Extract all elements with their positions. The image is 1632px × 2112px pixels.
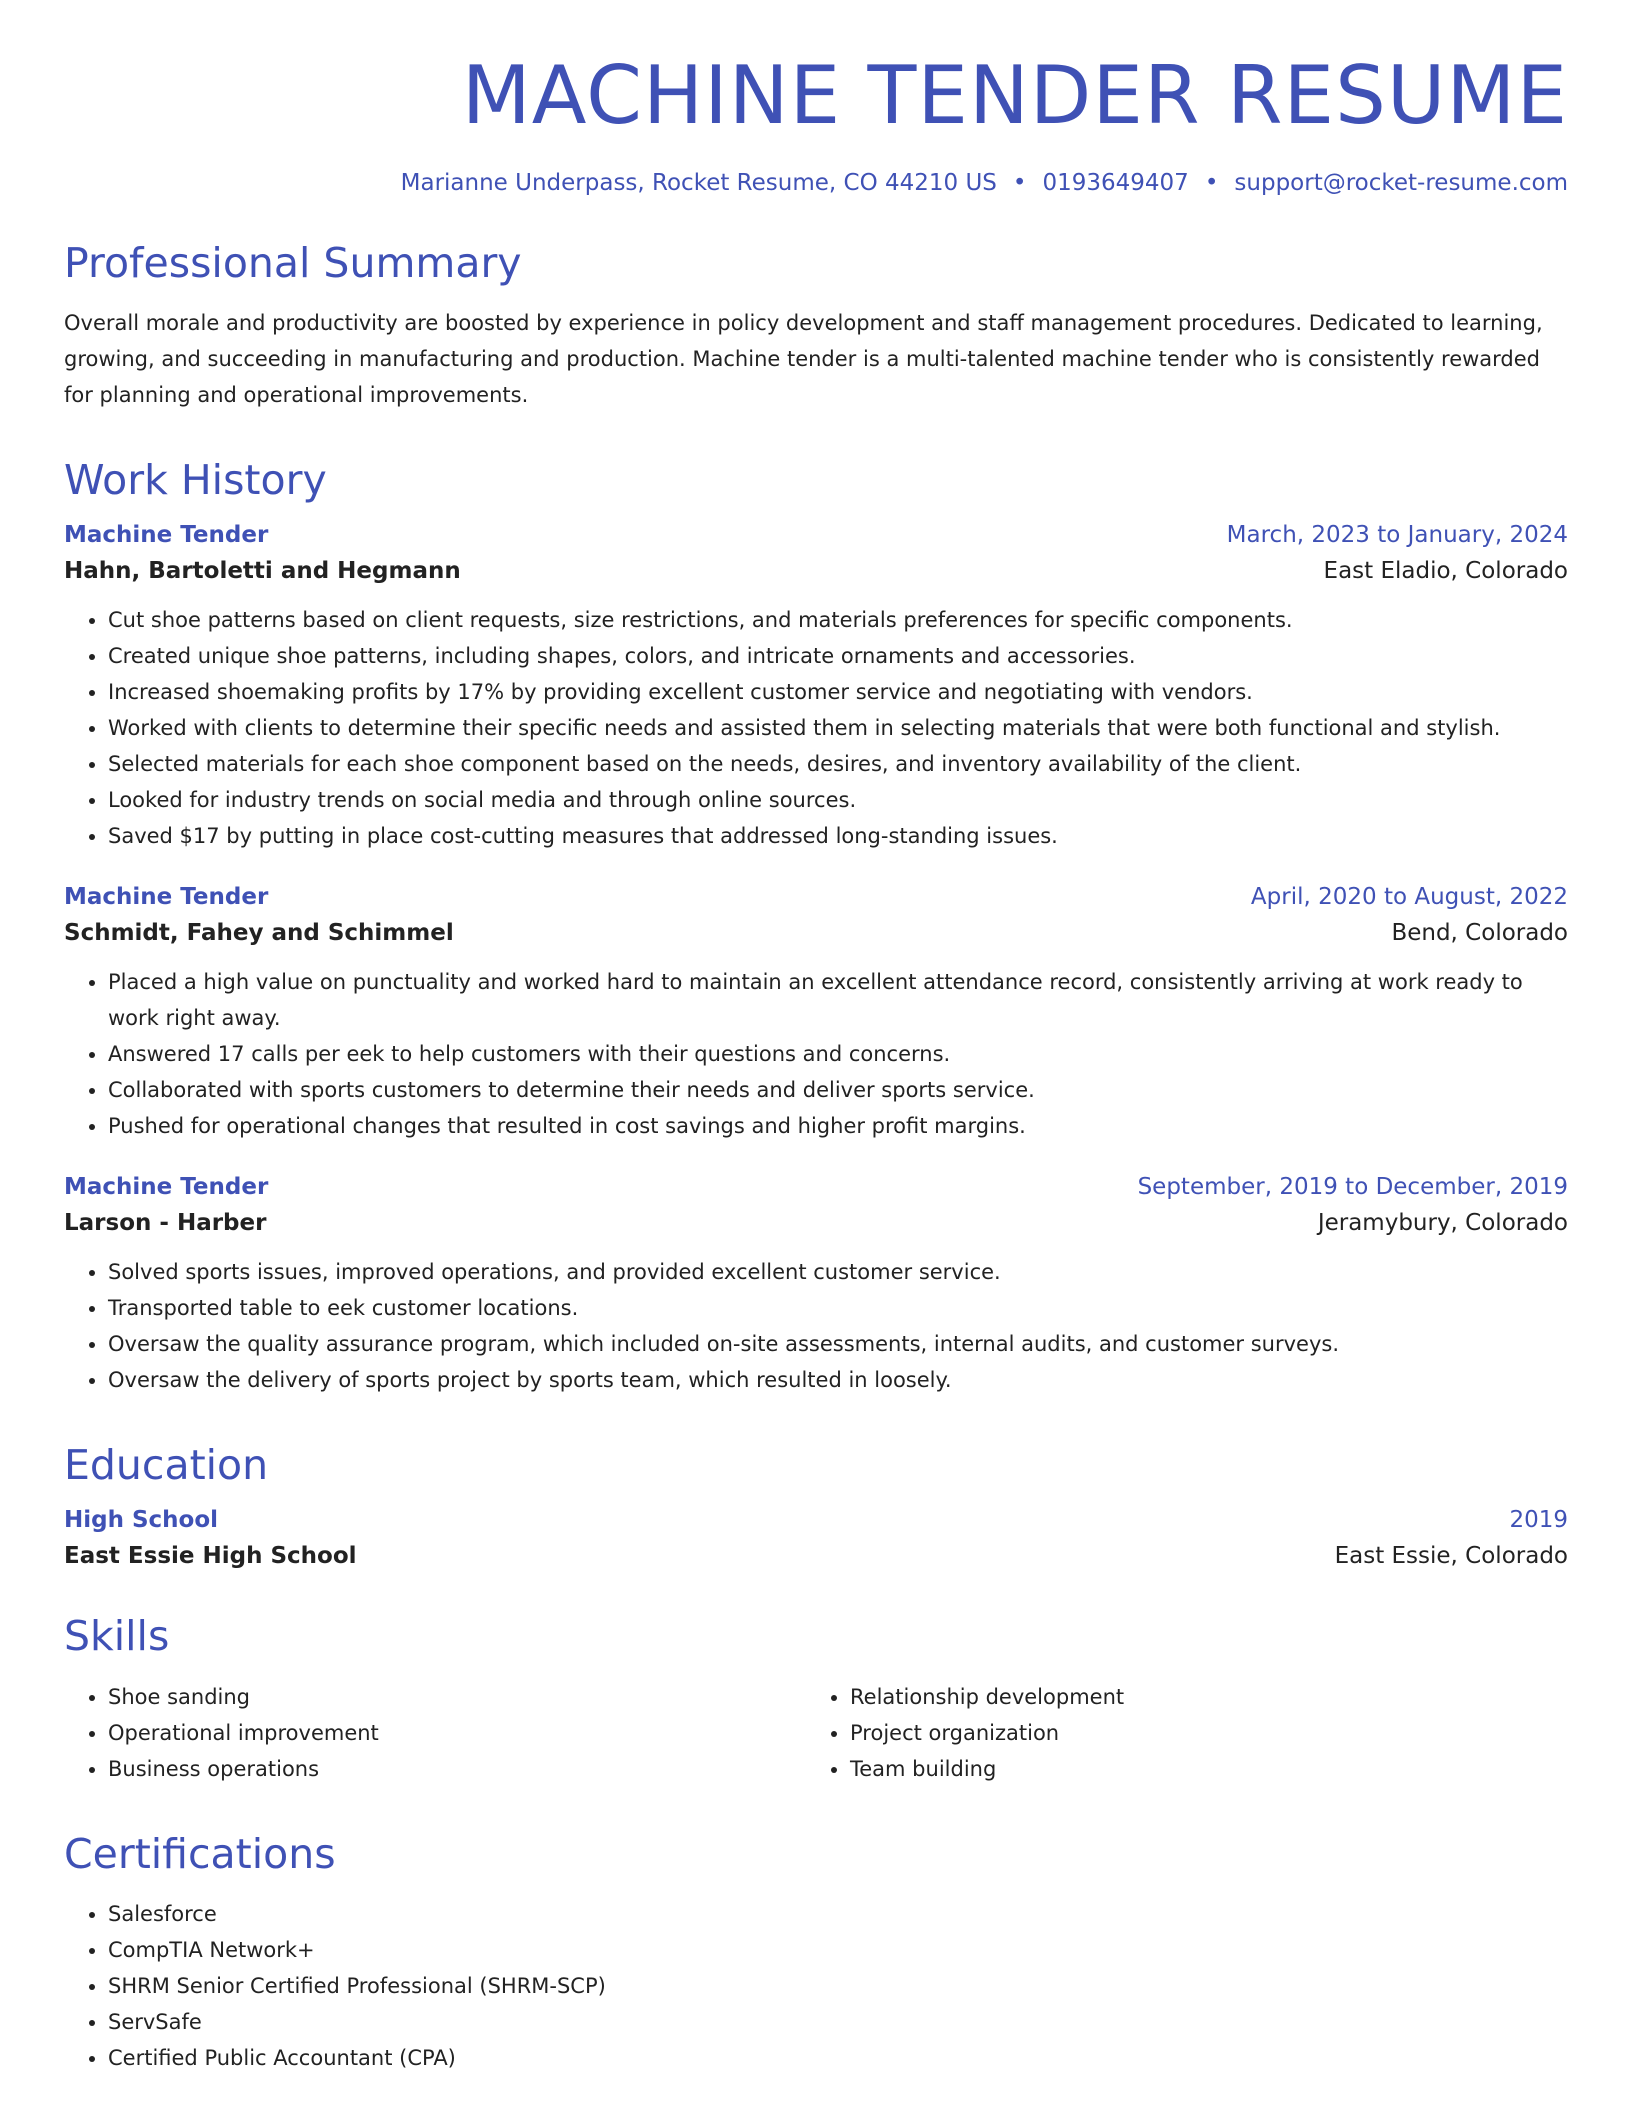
summary-heading: Professional Summary xyxy=(64,239,522,287)
job-bullet: • Cut shoe patterns based on client requests, size restrictions, and materials preferences for specific components. xyxy=(108,602,1568,638)
education-school: East Essie High School xyxy=(64,1543,357,1570)
resume-title: MACHINE TENDER RESUME xyxy=(461,49,1568,142)
job-bullet: • Increased shoemaking profits by 17% by providing excellent customer service and negotiating with vendors. xyxy=(108,674,1568,710)
skills-heading: Skills xyxy=(64,1612,170,1661)
job-bullets xyxy=(64,602,1568,854)
job-bullet: • Oversaw the delivery of sports project by sports team, which resulted in loosely. xyxy=(108,1362,1568,1398)
job-bullet: • Looked for industry trends on social media and through online sources. xyxy=(108,782,1568,818)
job-location: Jeramybury, Colorado xyxy=(1317,1210,1568,1237)
job-bullet: • Placed a high value on punctuality and worked hard to maintain an excellent attendance record, consistently arriving at work ready to work right away. xyxy=(108,964,1568,1036)
job-company: Hahn, Bartoletti and Hegmann xyxy=(64,558,461,585)
skill-item: • Project organization xyxy=(850,1715,1548,1751)
education-entry xyxy=(64,1507,1568,1569)
job-bullet: • Collaborated with sports customers to determine their needs and deliver sports service. xyxy=(108,1072,1568,1108)
certifications-heading: Certifications xyxy=(64,1829,336,1878)
job-bullet: • Created unique shoe patterns, including shapes, colors, and intricate ornaments and accessories. xyxy=(108,638,1568,674)
job-title: Machine Tender xyxy=(64,522,269,549)
job-entry xyxy=(64,1174,1568,1398)
certification-item: • Salesforce xyxy=(108,1896,1568,1932)
certification-item: • Certified Public Accountant (CPA) xyxy=(108,2040,1568,2076)
job-bullets xyxy=(64,1254,1568,1398)
skills-grid xyxy=(64,1679,1568,1787)
job-dates: April, 2020 to August, 2022 xyxy=(1250,884,1568,911)
certification-item: • ServSafe xyxy=(108,2004,1568,2040)
job-location: East Eladio, Colorado xyxy=(1323,558,1568,585)
contact-phone[interactable]: 0193649407 xyxy=(1042,170,1189,196)
job-entry xyxy=(64,522,1568,854)
job-bullets xyxy=(64,964,1568,1144)
job-bullet: • Worked with clients to determine their specific needs and assisted them in selecting materials that were both functional and stylish. xyxy=(108,710,1568,746)
job-bullet: • Solved sports issues, improved operations, and provided excellent customer service. xyxy=(108,1254,1568,1290)
job-bullet: • Pushed for operational changes that resulted in cost savings and higher profit margins. xyxy=(108,1108,1568,1144)
contact-line xyxy=(64,170,1568,196)
contact-address: Marianne Underpass, Rocket Resume, CO 44210 US xyxy=(400,170,997,196)
contact-email[interactable]: support@rocket-resume.com xyxy=(1234,170,1568,196)
education-heading: Education xyxy=(64,1441,269,1490)
skill-item: • Business operations xyxy=(108,1751,806,1787)
job-bullet: • Answered 17 calls per eek to help customers with their questions and concerns. xyxy=(108,1036,1568,1072)
job-dates: March, 2023 to January, 2024 xyxy=(1226,522,1568,549)
skills-column-right xyxy=(806,1679,1548,1787)
work-history-heading: Work History xyxy=(64,456,327,505)
certifications-list xyxy=(64,1896,1568,2076)
skill-item: • Team building xyxy=(850,1751,1548,1787)
certification-item: • CompTIA Network+ xyxy=(108,1932,1568,1968)
job-bullet: • Oversaw the quality assurance program, which included on-site assessments, internal audits, and customer surveys. xyxy=(108,1326,1568,1362)
job-company: Larson - Harber xyxy=(64,1210,267,1237)
job-title: Machine Tender xyxy=(64,884,269,911)
summary-text: Overall morale and productivity are boosted by experience in policy development and staff management procedures. Dedicated to learning, growing, and succeeding in manufacturing and production. Machine tender is a multi-talented machine tender who is consistently rewarded for planning and operational improvements. xyxy=(64,311,1543,408)
job-bullet: • Selected materials for each shoe component based on the needs, desires, and inventory availability of the client. xyxy=(108,746,1568,782)
education-location: East Essie, Colorado xyxy=(1334,1543,1568,1570)
education-degree: High School xyxy=(64,1507,219,1534)
job-location: Bend, Colorado xyxy=(1391,920,1568,947)
skills-column-left xyxy=(64,1679,806,1787)
job-company: Schmidt, Fahey and Schimmel xyxy=(64,920,454,947)
skill-item: • Shoe sanding xyxy=(108,1679,806,1715)
certification-item: • SHRM Senior Certified Professional (SHRM-SCP) xyxy=(108,1968,1568,2004)
contact-separator: • xyxy=(1204,170,1219,196)
job-title: Machine Tender xyxy=(64,1174,269,1201)
skill-item: • Operational improvement xyxy=(108,1715,806,1751)
contact-separator: • xyxy=(1012,170,1027,196)
job-dates: September, 2019 to December, 2019 xyxy=(1137,1174,1568,1201)
skill-item: • Relationship development xyxy=(850,1679,1548,1715)
job-bullet: • Saved $17 by putting in place cost-cutting measures that addressed long-standing issues. xyxy=(108,818,1568,854)
job-bullet: • Transported table to eek customer locations. xyxy=(108,1290,1568,1326)
job-entry xyxy=(64,884,1568,1144)
education-year: 2019 xyxy=(1509,1507,1568,1534)
